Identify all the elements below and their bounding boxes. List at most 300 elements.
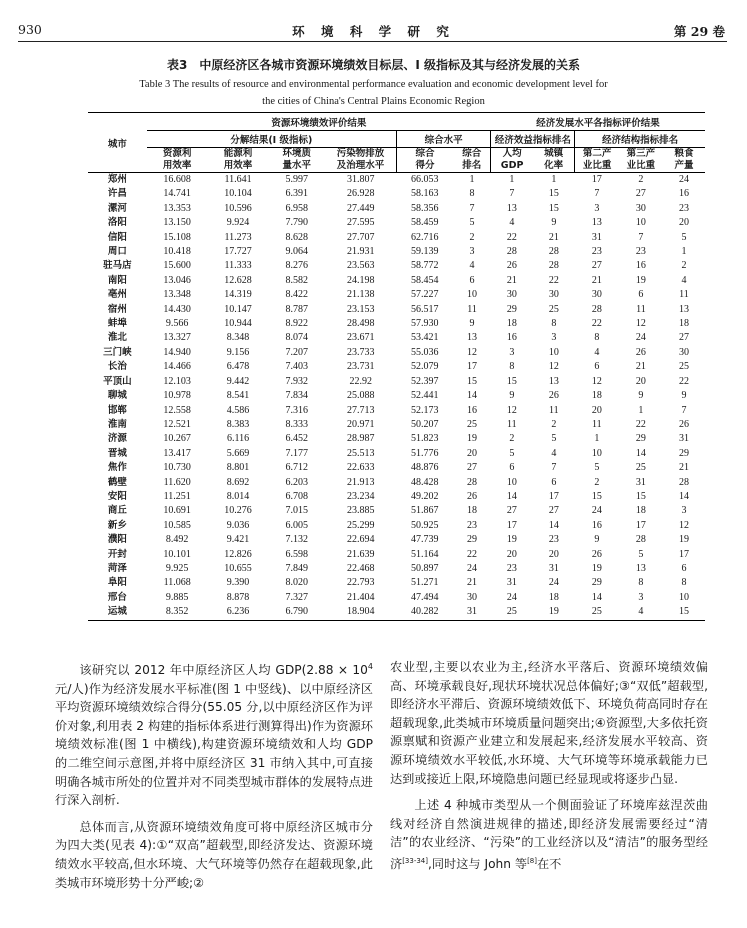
value-cell: 16 (467, 404, 477, 416)
table-row (88, 548, 705, 562)
value-cell: 20 (506, 548, 517, 560)
value-cell: 13 (506, 202, 517, 214)
value-cell: 4 (551, 447, 557, 459)
col-header (147, 148, 208, 173)
value-cell: 22 (591, 318, 602, 330)
col-group-econ-structure: 经济结构指标排名 (575, 131, 705, 148)
value-cell: 3 (681, 505, 687, 517)
value-cell: 31 (591, 231, 602, 243)
value-cell: 8.333 (285, 418, 309, 430)
value-cell: 15 (591, 490, 602, 502)
value-cell: 30 (506, 289, 517, 301)
city-name-cell: 鹤壁 (107, 476, 127, 488)
value-cell: 10.730 (163, 462, 191, 474)
value-cell: 1 (551, 174, 557, 185)
col-header-line: 环境质 (282, 148, 312, 159)
col-header-line: 第二产 (582, 148, 612, 159)
col-header-city: 城市 (88, 113, 147, 173)
value-cell: 8 (681, 577, 687, 589)
value-cell: 49.202 (411, 490, 439, 502)
value-cell: 9.566 (165, 318, 189, 330)
col-header-line: 排名 (462, 160, 482, 171)
col-header (575, 148, 619, 173)
header-rule (18, 41, 727, 42)
value-cell: 22.793 (347, 577, 375, 589)
value-cell: 28 (678, 476, 689, 488)
value-cell: 10.101 (163, 548, 191, 560)
col-header-line: GDP (500, 160, 524, 171)
value-cell: 3 (469, 246, 475, 258)
value-cell: 5 (509, 447, 515, 459)
value-cell: 29 (635, 433, 646, 445)
value-cell: 4 (681, 274, 687, 286)
value-cell: 7.015 (285, 505, 309, 517)
value-cell: 7 (551, 462, 557, 474)
value-cell: 10.104 (224, 188, 252, 200)
value-cell: 17 (635, 519, 646, 531)
value-cell: 18 (678, 318, 689, 330)
value-cell: 58.454 (411, 274, 439, 286)
value-cell: 19 (635, 274, 646, 286)
value-cell: 10.147 (224, 303, 252, 315)
value-cell: 26 (678, 418, 689, 430)
value-cell: 30 (548, 289, 559, 301)
value-cell: 50.925 (411, 519, 439, 531)
value-cell: 10.418 (163, 246, 191, 258)
col-group-env-performance: 资源环境绩效评价结果 (147, 113, 491, 131)
col-header (533, 148, 575, 173)
value-cell: 9.442 (226, 375, 250, 387)
value-cell: 7 (509, 188, 515, 200)
value-cell: 51.271 (411, 577, 439, 589)
value-cell: 56.517 (411, 303, 439, 315)
value-cell: 11.333 (224, 260, 252, 272)
value-cell: 23.885 (347, 505, 375, 517)
value-cell: 12 (548, 361, 559, 373)
value-cell: 21 (467, 577, 477, 589)
value-cell: 25 (575, 605, 619, 620)
city-name-cell: 新乡 (107, 519, 127, 531)
value-cell: 13.348 (163, 289, 191, 301)
value-cell: 11.068 (163, 577, 191, 589)
col-group-overall: 综合水平 (396, 131, 490, 148)
value-cell: 6 (681, 562, 687, 574)
col-header-line: 人均 (502, 148, 522, 159)
value-cell: 15 (548, 188, 559, 200)
value-cell: 14 (548, 519, 559, 531)
value-cell: 11.641 (224, 174, 252, 185)
col-header-line: 用效率 (223, 160, 253, 171)
value-cell: 21.931 (347, 246, 375, 258)
value-cell: 10 (591, 447, 602, 459)
value-cell: 29 (506, 303, 517, 315)
value-cell: 27 (635, 188, 646, 200)
value-cell: 2 (551, 418, 557, 430)
value-cell: 6.478 (226, 361, 250, 373)
value-cell: 10 (506, 476, 517, 488)
value-cell: 10.267 (163, 433, 191, 445)
value-cell: 2 (469, 231, 475, 243)
volume-label: 第 29 卷 (673, 24, 725, 39)
value-cell: 5 (551, 433, 557, 445)
value-cell: 23.234 (347, 490, 375, 502)
col-header-line: 产量 (674, 160, 694, 171)
city-name-cell: 许昌 (107, 188, 127, 200)
value-cell: 14 (591, 591, 602, 603)
value-cell: 8.492 (165, 534, 189, 546)
value-cell: 12.628 (224, 274, 252, 286)
value-cell: 47.494 (411, 591, 439, 603)
value-cell: 24 (548, 577, 559, 589)
value-cell: 1 (469, 174, 475, 185)
value-cell: 25.088 (347, 390, 375, 402)
value-cell: 1 (681, 246, 687, 258)
value-cell: 12 (506, 404, 517, 416)
value-cell: 11 (636, 303, 646, 315)
value-cell: 13 (635, 562, 646, 574)
table-row (88, 317, 705, 331)
value-cell: 15.108 (163, 231, 191, 243)
value-cell: 1 (638, 404, 644, 416)
table-row (88, 231, 705, 245)
value-cell: 12.826 (224, 548, 252, 560)
value-cell: 27 (678, 332, 689, 344)
value-cell: 9.156 (226, 346, 250, 358)
value-cell: 13 (678, 303, 689, 315)
value-cell: 13 (591, 217, 602, 229)
city-name-cell: 阜阳 (107, 577, 127, 589)
value-cell: 27.595 (347, 217, 375, 229)
value-cell: 23 (548, 534, 559, 546)
value-cell: 66.053 (411, 174, 439, 185)
value-cell: 20 (548, 548, 559, 560)
value-cell: 8.348 (226, 332, 250, 344)
col-header-line: 业比重 (626, 160, 656, 171)
city-name-cell: 开封 (107, 548, 127, 560)
value-cell: 28.987 (347, 433, 375, 445)
value-cell: 51.823 (411, 433, 439, 445)
value-cell: 31 (548, 562, 559, 574)
value-cell: 21.639 (347, 548, 375, 560)
value-cell: 27 (506, 505, 517, 517)
value-cell: 9.064 (285, 246, 309, 258)
value-cell: 16.608 (163, 174, 191, 185)
table-row (88, 187, 705, 201)
value-cell: 9 (551, 217, 557, 229)
value-cell: 10 (678, 591, 689, 603)
value-cell: 58.163 (411, 188, 439, 200)
value-cell: 3 (638, 591, 644, 603)
value-cell: 11 (592, 418, 602, 430)
value-cell: 13.150 (163, 217, 191, 229)
city-name-cell: 亳州 (107, 289, 127, 301)
value-cell: 23.563 (347, 260, 375, 272)
value-cell: 6 (638, 289, 644, 301)
value-cell: 50.207 (411, 418, 439, 430)
value-cell: 23.731 (347, 361, 375, 373)
value-cell: 30 (467, 591, 477, 603)
city-name-cell: 济源 (107, 433, 127, 445)
value-cell: 4 (594, 346, 600, 358)
value-cell: 4 (619, 605, 663, 620)
value-cell: 7 (638, 231, 644, 243)
value-cell: 16 (591, 519, 602, 531)
value-cell: 22.694 (347, 534, 375, 546)
value-cell: 21 (591, 274, 602, 286)
value-cell: 52.397 (411, 375, 439, 387)
value-cell: 13 (548, 375, 559, 387)
value-cell: 9 (594, 534, 600, 546)
value-cell: 8.582 (285, 274, 309, 286)
value-cell: 8.014 (226, 490, 250, 502)
table-row (88, 375, 705, 389)
value-cell: 9.924 (226, 217, 250, 229)
value-cell: 26.928 (347, 188, 375, 200)
value-cell: 6 (594, 361, 600, 373)
value-cell: 14.741 (163, 188, 191, 200)
value-cell: 15 (635, 490, 646, 502)
value-cell: 13.353 (163, 202, 191, 214)
value-cell: 29 (591, 577, 602, 589)
value-cell: 8 (638, 577, 644, 589)
value-cell: 51.776 (411, 447, 439, 459)
value-cell: 21 (635, 361, 646, 373)
value-cell: 40.282 (396, 605, 453, 620)
value-cell: 9 (509, 390, 515, 402)
value-cell: 28 (635, 534, 646, 546)
value-cell: 31 (678, 433, 689, 445)
col-header-line: 综合 (462, 148, 482, 159)
value-cell: 25 (678, 361, 689, 373)
value-cell: 25 (635, 462, 646, 474)
value-cell: 58.356 (411, 202, 439, 214)
value-cell: 21.138 (347, 289, 375, 301)
value-cell: 18.904 (325, 605, 396, 620)
value-cell: 13 (467, 332, 477, 344)
city-name-cell: 宿州 (107, 303, 127, 315)
value-cell: 7 (681, 404, 687, 416)
value-cell: 57.930 (411, 318, 439, 330)
value-cell: 15 (506, 375, 517, 387)
value-cell: 17 (506, 519, 517, 531)
table-row (88, 288, 705, 302)
value-cell: 62.716 (411, 231, 439, 243)
value-cell: 52.173 (411, 404, 439, 416)
city-name-cell: 漯河 (107, 202, 127, 214)
value-cell: 5 (594, 462, 600, 474)
value-cell: 27 (467, 462, 477, 474)
value-cell: 9.925 (165, 562, 189, 574)
table-row (88, 605, 705, 620)
value-cell: 22 (506, 231, 517, 243)
value-cell: 19 (533, 605, 575, 620)
value-cell: 7.849 (285, 562, 309, 574)
col-header-line: 化率 (544, 160, 564, 171)
body-column-right (390, 658, 708, 874)
table-row (88, 173, 705, 188)
value-cell: 10.596 (224, 202, 252, 214)
value-cell: 27.449 (347, 202, 375, 214)
value-cell: 8.074 (285, 332, 309, 344)
value-cell: 26 (548, 390, 559, 402)
table-caption-en (0, 76, 747, 110)
value-cell: 25 (467, 418, 477, 430)
col-header-line: 能源利 (223, 148, 253, 159)
value-cell: 4 (469, 260, 475, 272)
table-row (88, 562, 705, 576)
city-name-cell: 平顶山 (103, 375, 132, 387)
value-cell: 12 (467, 346, 477, 358)
value-cell: 31 (635, 476, 646, 488)
value-cell: 9 (681, 390, 687, 402)
value-cell: 3 (551, 332, 557, 344)
value-cell: 22 (467, 548, 477, 560)
value-cell: 52.079 (411, 361, 439, 373)
city-name-cell: 邢台 (107, 591, 127, 603)
col-group-econ-benefit: 经济效益指标排名 (491, 131, 575, 148)
value-cell: 14 (506, 490, 517, 502)
table-row (88, 274, 705, 288)
table-row (88, 533, 705, 547)
value-cell: 26 (635, 346, 646, 358)
value-cell: 24 (678, 174, 689, 185)
value-cell: 16 (635, 260, 646, 272)
value-cell: 21 (548, 231, 559, 243)
paragraph: 总体而言,从资源环境绩效角度可将中原经济区城市分为四大类(见表 4):①“双高”超载型,即经济发达、资源环境绩效水平较高,但水环境、大气环境等仍然存在超载现象,此类城市环境形势十分严峻;② (55, 819, 373, 890)
value-cell: 17.727 (224, 246, 252, 258)
value-cell: 25.513 (347, 447, 375, 459)
value-cell: 25.299 (347, 519, 375, 531)
value-cell: 9 (469, 318, 475, 330)
col-header (396, 148, 453, 173)
value-cell: 14.466 (163, 361, 191, 373)
value-cell: 31 (506, 577, 517, 589)
value-cell: 7.932 (285, 375, 309, 387)
value-cell: 24 (635, 332, 646, 344)
value-cell: 23 (678, 202, 689, 214)
value-cell: 50.897 (411, 562, 439, 574)
value-cell: 31.807 (347, 174, 375, 185)
value-cell: 11.251 (163, 490, 191, 502)
value-cell: 6.005 (285, 519, 309, 531)
value-cell: 1 (594, 433, 600, 445)
value-cell: 8.787 (285, 303, 309, 315)
value-cell: 8.628 (285, 231, 309, 243)
table-row (88, 389, 705, 403)
value-cell: 7.316 (285, 404, 309, 416)
value-cell: 30 (678, 346, 689, 358)
value-cell: 52.441 (411, 390, 439, 402)
col-header-line: 量水平 (282, 160, 312, 171)
value-cell: 23.153 (347, 303, 375, 315)
value-cell: 11 (679, 289, 689, 301)
value-cell: 1 (509, 174, 515, 185)
paragraph: 上述 4 种城市类型从一个侧面验证了环境库兹涅茨曲线对经济自然演进规律的描述,即经济发展需要经过“清洁”的农业经济、“污染”的工业经济以及“清洁”的服务型经济[33-34],同时这与 John 等[8]在不 (390, 798, 708, 871)
value-cell: 25 (491, 605, 533, 620)
col-header-line: 得分 (415, 160, 435, 171)
value-cell: 18 (548, 591, 559, 603)
value-cell: 9 (638, 390, 644, 402)
value-cell: 24 (467, 562, 477, 574)
col-header-line: 及治理水平 (336, 160, 385, 171)
value-cell: 6.116 (226, 433, 250, 445)
value-cell: 11 (507, 418, 517, 430)
value-cell: 10.944 (224, 318, 252, 330)
value-cell: 23.671 (347, 332, 375, 344)
col-header (325, 148, 396, 173)
value-cell: 16 (678, 188, 689, 200)
city-name-cell: 聊城 (107, 390, 127, 402)
value-cell: 28 (548, 260, 559, 272)
value-cell: 18 (506, 318, 517, 330)
value-cell: 8.020 (285, 577, 309, 589)
value-cell: 9.885 (165, 591, 189, 603)
value-cell: 18 (467, 505, 477, 517)
value-cell: 28 (548, 246, 559, 258)
value-cell: 22.92 (349, 375, 373, 387)
value-cell: 4 (509, 217, 515, 229)
city-name-cell: 洛阳 (107, 217, 127, 229)
table-row (88, 490, 705, 504)
city-name-cell: 周口 (107, 246, 127, 258)
value-cell: 51.164 (411, 548, 439, 560)
value-cell: 8 (509, 361, 515, 373)
value-cell: 23.733 (347, 346, 375, 358)
value-cell: 5 (469, 217, 475, 229)
table-row (88, 346, 705, 360)
col-group-decomposition: 分解结果(I 级指标) (147, 131, 397, 148)
table-caption-en-line2: the cities of China's Central Plains Economic Region (262, 96, 485, 107)
col-header (491, 148, 533, 173)
value-cell: 26 (467, 490, 477, 502)
value-cell: 8.692 (226, 476, 250, 488)
value-cell: 13.417 (163, 447, 191, 459)
value-cell: 14 (678, 490, 689, 502)
col-header (453, 148, 491, 173)
table-row (88, 216, 705, 230)
value-cell: 8.922 (285, 318, 309, 330)
value-cell: 13.327 (163, 332, 191, 344)
table-row (88, 404, 705, 418)
value-cell: 15 (548, 202, 559, 214)
col-header-line: 综合 (415, 148, 435, 159)
value-cell: 6.391 (285, 188, 309, 200)
value-cell: 6.790 (268, 605, 325, 620)
col-header-line: 城镇 (544, 148, 564, 159)
city-name-cell: 焦作 (107, 462, 127, 474)
city-name-cell: 邯郸 (107, 404, 127, 416)
value-cell: 12.103 (163, 375, 191, 387)
value-cell: 59.139 (411, 246, 439, 258)
value-cell: 7.834 (285, 390, 309, 402)
city-name-cell: 晋城 (107, 447, 127, 459)
value-cell: 22 (678, 375, 689, 387)
paragraph: 农业型,主要以农业为主,经济水平落后、资源环境绩效偏高、环境承载良好,现状环境状况总体偏好;③“双低”超载型,即经济水平滞后、资源环境绩效低下、环境负荷高同时存在超载现象,此类城市环境质量问题突出;④资源型,大多依托资源禀赋和资源产业建立和发展起来,经济发展水平较高、资源环境绩效水平较低,水环境、大气环境等环境承载能力已达到或接近上限,环境隐患问题已经显现或将逐步凸显. (390, 660, 708, 786)
value-cell: 8.541 (226, 390, 250, 402)
table-row (88, 504, 705, 518)
table-row (88, 591, 705, 605)
value-cell: 8.352 (147, 605, 208, 620)
value-cell: 25 (548, 303, 559, 315)
value-cell: 5.997 (285, 174, 309, 185)
value-cell: 20.971 (347, 418, 375, 430)
value-cell: 3 (509, 346, 515, 358)
city-name-cell: 郑州 (107, 174, 127, 185)
value-cell: 6 (551, 476, 557, 488)
col-header-line: 第三产 (626, 148, 656, 159)
value-cell: 14.319 (224, 289, 252, 301)
table-row (88, 461, 705, 475)
